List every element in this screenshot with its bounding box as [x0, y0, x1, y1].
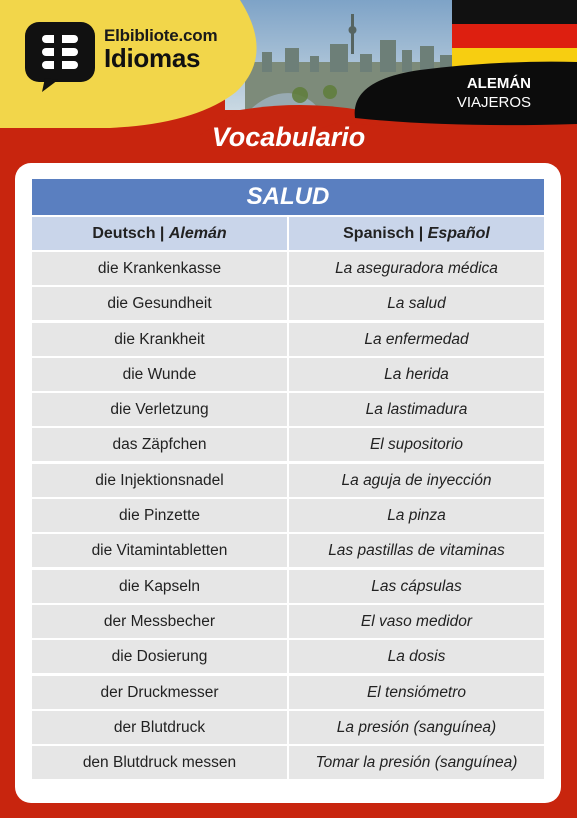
- german-term: die Kapseln: [32, 570, 287, 603]
- spanish-term: El tensiómetro: [289, 676, 544, 709]
- vocabulary-card: [15, 163, 561, 803]
- table-row: [32, 746, 544, 779]
- column-header-german: [32, 217, 287, 250]
- spanish-term: La presión (sanguínea): [289, 711, 544, 744]
- brand-name: Idiomas: [104, 43, 201, 73]
- spanish-term: Tomar la presión (sanguínea): [289, 746, 544, 779]
- page-title: Vocabulario: [211, 122, 366, 152]
- german-term: der Messbecher: [32, 605, 287, 638]
- spanish-term: El supositorio: [289, 428, 544, 461]
- table-row: [32, 287, 544, 320]
- table-row: [32, 393, 544, 426]
- spanish-term: La aseguradora médica: [289, 252, 544, 285]
- course-language: ALEMÁN: [466, 75, 531, 92]
- column-spanish-translation: Español: [427, 225, 490, 242]
- german-term: das Zäpfchen: [32, 428, 287, 461]
- spanish-term: La pinza: [289, 499, 544, 532]
- column-spanish-separator: |: [414, 225, 428, 242]
- table-row: [32, 640, 544, 673]
- german-term: die Injektionsnadel: [32, 464, 287, 497]
- spanish-term: La herida: [289, 358, 544, 391]
- german-term: den Blutdruck messen: [32, 746, 287, 779]
- brand-url: Elbibliote.com: [104, 26, 218, 45]
- german-flag-icon: [452, 0, 577, 72]
- spanish-term: Las cápsulas: [289, 570, 544, 603]
- brand: [104, 26, 217, 72]
- table-header: [32, 217, 544, 250]
- table-row: [32, 605, 544, 638]
- table-row: [32, 676, 544, 709]
- table-row: [32, 499, 544, 532]
- german-term: die Verletzung: [32, 393, 287, 426]
- german-term: die Vitamintabletten: [32, 534, 287, 567]
- german-term: die Wunde: [32, 358, 287, 391]
- spanish-term: La salud: [289, 287, 544, 320]
- german-term: die Gesundheit: [32, 287, 287, 320]
- header-banner: [0, 0, 577, 135]
- german-term: der Blutdruck: [32, 711, 287, 744]
- elbibliote-logo-icon: [25, 22, 95, 92]
- section-title: SALUD: [32, 179, 544, 215]
- table-row: [32, 323, 544, 356]
- table-row: [32, 358, 544, 391]
- column-spanish-name: Spanisch: [343, 225, 415, 242]
- spanish-term: La lastimadura: [289, 393, 544, 426]
- german-term: der Druckmesser: [32, 676, 287, 709]
- german-term: die Pinzette: [32, 499, 287, 532]
- table-row: [32, 428, 544, 461]
- german-term: die Krankheit: [32, 323, 287, 356]
- table-row: [32, 570, 544, 603]
- german-term: die Dosierung: [32, 640, 287, 673]
- spanish-term: Las pastillas de vitaminas: [289, 534, 544, 567]
- column-header-spanish: [289, 217, 544, 250]
- course-level: VIAJEROS: [456, 94, 531, 111]
- vocabulary-rows: [32, 252, 544, 781]
- table-row: [32, 252, 544, 285]
- table-row: [32, 711, 544, 744]
- column-german-translation: Alemán: [168, 225, 227, 242]
- course-label: [457, 74, 531, 112]
- column-german-separator: |: [155, 225, 169, 242]
- spanish-term: La aguja de inyección: [289, 464, 544, 497]
- table-row: [32, 534, 544, 567]
- table-row: [32, 464, 544, 497]
- spanish-term: El vaso medidor: [289, 605, 544, 638]
- spanish-term: La dosis: [289, 640, 544, 673]
- header: [0, 0, 577, 135]
- spanish-term: La enfermedad: [289, 323, 544, 356]
- column-german-name: Deutsch: [92, 225, 156, 242]
- german-term: die Krankenkasse: [32, 252, 287, 285]
